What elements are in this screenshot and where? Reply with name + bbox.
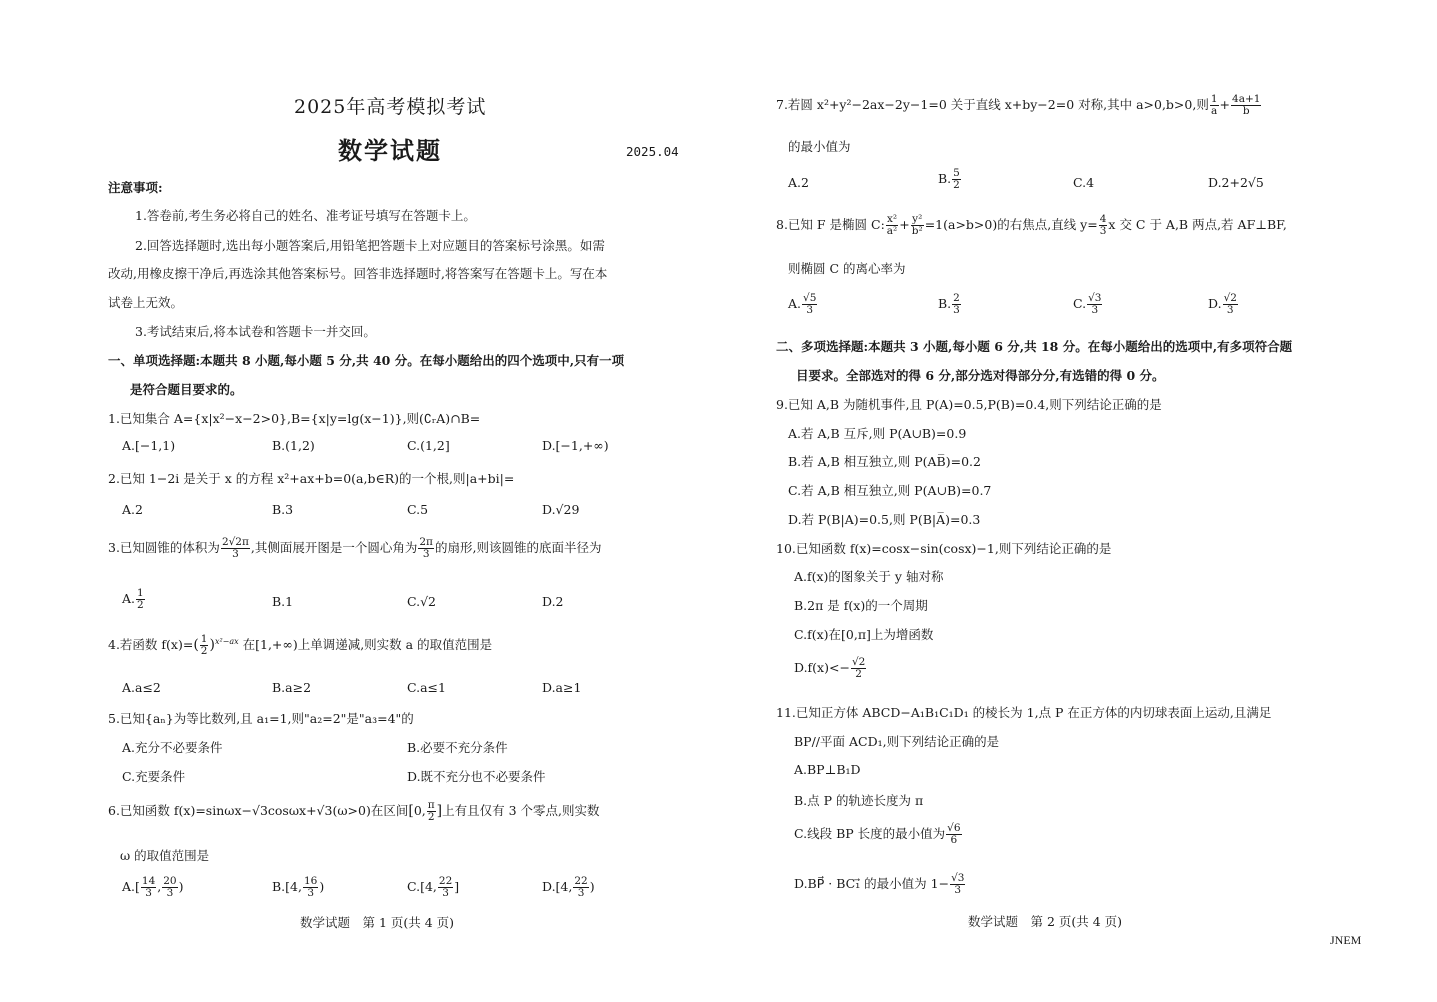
q5-option-b: B.必要不充分条件 — [407, 740, 508, 755]
q10-option-c: C.f(x)在[0,π]上为增函数 — [794, 627, 934, 642]
q4-option-a: A.a≤2 — [122, 680, 161, 695]
q8-option-d: D. $\frac{√2}{3}$ — [1208, 292, 1237, 316]
q1-option-d: D.[−1,+∞) — [542, 438, 609, 453]
notice-line-5: 3.考试结束后,将本试卷和答题卡一并交回。 — [135, 324, 376, 339]
q11-option-d: D.BP⃗ · BC₁⃗ 的最小值为 1− $\frac{√3}{3}$ — [794, 872, 965, 896]
q2-option-a: A.2 — [122, 502, 143, 517]
q8-option-a: A. $\frac{√5}{3}$ — [788, 292, 817, 316]
q4-option-c: C.a≤1 — [407, 680, 446, 695]
section2-heading: 二、多项选择题:本题共 3 小题,每小题 6 分,共 18 分。在每小题给出的选项中,有多项符合题 — [776, 339, 1293, 354]
q9-option-a: A.若 A,B 互斥,则 P(A∪B)=0.9 — [788, 426, 967, 441]
q11-option-b: B.点 P 的轨迹长度为 π — [794, 793, 924, 808]
q10-option-b: B.2π 是 f(x)的一个周期 — [794, 598, 928, 613]
q3-option-a: A. $\frac{1}{2}$ — [122, 587, 144, 611]
left-footer: 数学试题 第 1 页(共 4 页) — [300, 915, 455, 930]
left-page — [0, 0, 718, 1002]
q4-stem: 4.若函数 f(x)=( $\frac{1}{2}$ )$^{x^2-ax}$ 在[1,+∞)上单调递减,则实数 a 的取值范围是 — [108, 633, 493, 657]
q3-angle-fraction: $\frac{2\pi}{3}$ — [419, 536, 433, 560]
q11-option-c: C.线段 BP 长度的最小值为 $\frac{√6}{6}$ — [794, 822, 961, 846]
q8-option-c: C. $\frac{√3}{3}$ — [1073, 292, 1102, 316]
q7-stem-cont: 的最小值为 — [788, 139, 851, 154]
q10-option-d: D.f(x)<− $\frac{√2}{2}$ — [794, 656, 866, 680]
q3-stem — [108, 537, 601, 560]
q7-option-a: A.2 — [788, 175, 809, 190]
q8-option-b: B. $\frac{2}{3}$ — [938, 292, 960, 316]
q7-option-d: D.2+2√5 — [1208, 175, 1264, 190]
corner-mark: JNEM — [1330, 933, 1362, 947]
notice-line-3: 改动,用橡皮擦干净后,再选涂其他答案标号。回答非选择题时,将答案写在答题卡上。写在本 — [108, 266, 608, 281]
q4-option-d: D.a≥1 — [542, 680, 582, 695]
q10-stem: 10.已知函数 f(x)=cosx−sin(cosx)−1,则下列结论正确的是 — [776, 541, 1112, 556]
q2-option-c: C.5 — [407, 502, 429, 517]
q4-option-b: B.a≥2 — [272, 680, 312, 695]
q11-stem: 11.已知正方体 ABCD−A₁B₁C₁D₁ 的棱长为 1,点 P 在正方体的内切球表面上运动,且满足 — [776, 705, 1272, 720]
q3-stem-b: ,其侧面展开图是一个圆心角为 — [250, 540, 418, 555]
right-footer: 数学试题 第 2 页(共 4 页) — [968, 914, 1123, 929]
q7-stem: 7.若圆 x²+y²−2ax−2y−1=0 关于直线 x+by−2=0 对称,其中 a>0,b>0,则 $\frac{1}{a}$ + $\frac{4a+1}{b}$ — [776, 93, 1261, 117]
q1-option-c: C.(1,2] — [407, 438, 450, 453]
q5-option-a: A.充分不必要条件 — [122, 740, 223, 755]
q8-stem-cont: 则椭圆 C 的离心率为 — [788, 261, 906, 276]
q9-option-b: B.若 A,B 相互独立,则 P(AB̅)=0.2 — [788, 454, 981, 469]
section2-heading-cont: 目要求。全部选对的得 6 分,部分选对得部分分,有选错的得 0 分。 — [796, 368, 1165, 383]
q8-stem: 8.已知 F 是椭圆 C: $\frac{\text{x²}}{\text{a²}}$ + $\frac{\text{y²}}{\text{b²}}$ =1(a>b>0)的右焦点,直线 y= $\frac{4}{3}$ x 交 C 于 A,B 两点,若 AF⊥BF, — [776, 213, 1287, 237]
subject-title: 数学试题 — [338, 136, 442, 165]
q1-stem: 1.已知集合 A={x|x²−x−2>0},B={x|y=lg(x−1)},则(∁ᵣA)∩B= — [108, 411, 481, 426]
q5-option-d: D.既不充分也不必要条件 — [407, 769, 546, 784]
q6-stem: 6.已知函数 f(x)=sinωx−√3cosωx+√3(ω>0)在区间[0, $\frac{\pi}{2}$ ]上有且仅有 3 个零点,则实数 — [108, 799, 600, 823]
q3-volume-fraction: $\frac{2√2\pi}{3}$ — [221, 536, 249, 560]
right-page — [718, 0, 1437, 1002]
q2-option-b: B.3 — [272, 502, 294, 517]
q7-option-b: B. $\frac{5}{2}$ — [938, 167, 960, 191]
q2-option-d: D.√29 — [542, 502, 580, 517]
q3-stem-c: 的扇形,则该圆锥的底面半径为 — [434, 540, 602, 555]
q6-option-a: A.[ $\frac{14}{3}$ , $\frac{20}{3}$ ) — [122, 875, 184, 899]
q5-option-c: C.充要条件 — [122, 769, 186, 784]
notice-heading: 注意事项: — [108, 180, 163, 195]
q6-option-d: D.[4, $\frac{22}{3}$ ) — [542, 875, 595, 899]
notice-line-1: 1.答卷前,考生务必将自己的姓名、准考证号填写在答题卡上。 — [135, 208, 476, 223]
q6-option-c: C.[4, $\frac{22}{3}$ ] — [407, 875, 460, 899]
q6-option-b: B.[4, $\frac{16}{3}$ ) — [272, 875, 325, 899]
q3-option-c: C.√2 — [407, 594, 437, 609]
notice-line-4: 试卷上无效。 — [108, 295, 184, 310]
q3-stem-a: 3.已知圆锥的体积为 — [108, 540, 220, 555]
exam-title: 2025年高考模拟考试 — [294, 96, 487, 118]
q6-stem-cont: ω 的取值范围是 — [120, 848, 210, 863]
section1-heading-cont: 是符合题目要求的。 — [130, 382, 243, 397]
q3-option-d: D.2 — [542, 594, 564, 609]
q11-stem-cont: BP//平面 ACD₁,则下列结论正确的是 — [794, 734, 1000, 749]
exam-date: 2025.04 — [626, 144, 679, 159]
q1-option-b: B.(1,2) — [272, 438, 315, 453]
q1-option-a: A.[−1,1) — [122, 438, 176, 453]
q9-option-c: C.若 A,B 相互独立,则 P(A∪B)=0.7 — [788, 483, 992, 498]
q9-option-d: D.若 P(B|A)=0.5,则 P(B|A̅)=0.3 — [788, 512, 981, 527]
section1-heading: 一、单项选择题:本题共 8 小题,每小题 5 分,共 40 分。在每小题给出的四个选项中,只有一项 — [108, 353, 625, 368]
notice-line-2: 2.回答选择题时,选出每小题答案后,用铅笔把答题卡上对应题目的答案标号涂黑。如需 — [135, 238, 605, 253]
q7-option-c: C.4 — [1073, 175, 1095, 190]
q10-option-a: A.f(x)的图象关于 y 轴对称 — [794, 569, 944, 584]
q3-option-b: B.1 — [272, 594, 294, 609]
q9-stem: 9.已知 A,B 为随机事件,且 P(A)=0.5,P(B)=0.4,则下列结论正确的是 — [776, 397, 1162, 412]
q5-stem: 5.已知{aₙ}为等比数列,且 a₁=1,则"a₂=2"是"a₃=4"的 — [108, 711, 414, 726]
q2-stem: 2.已知 1−2i 是关于 x 的方程 x²+ax+b=0(a,b∈R)的一个根,则|a+bi|= — [108, 471, 515, 486]
q11-option-a: A.BP⊥B₁D — [794, 762, 861, 777]
